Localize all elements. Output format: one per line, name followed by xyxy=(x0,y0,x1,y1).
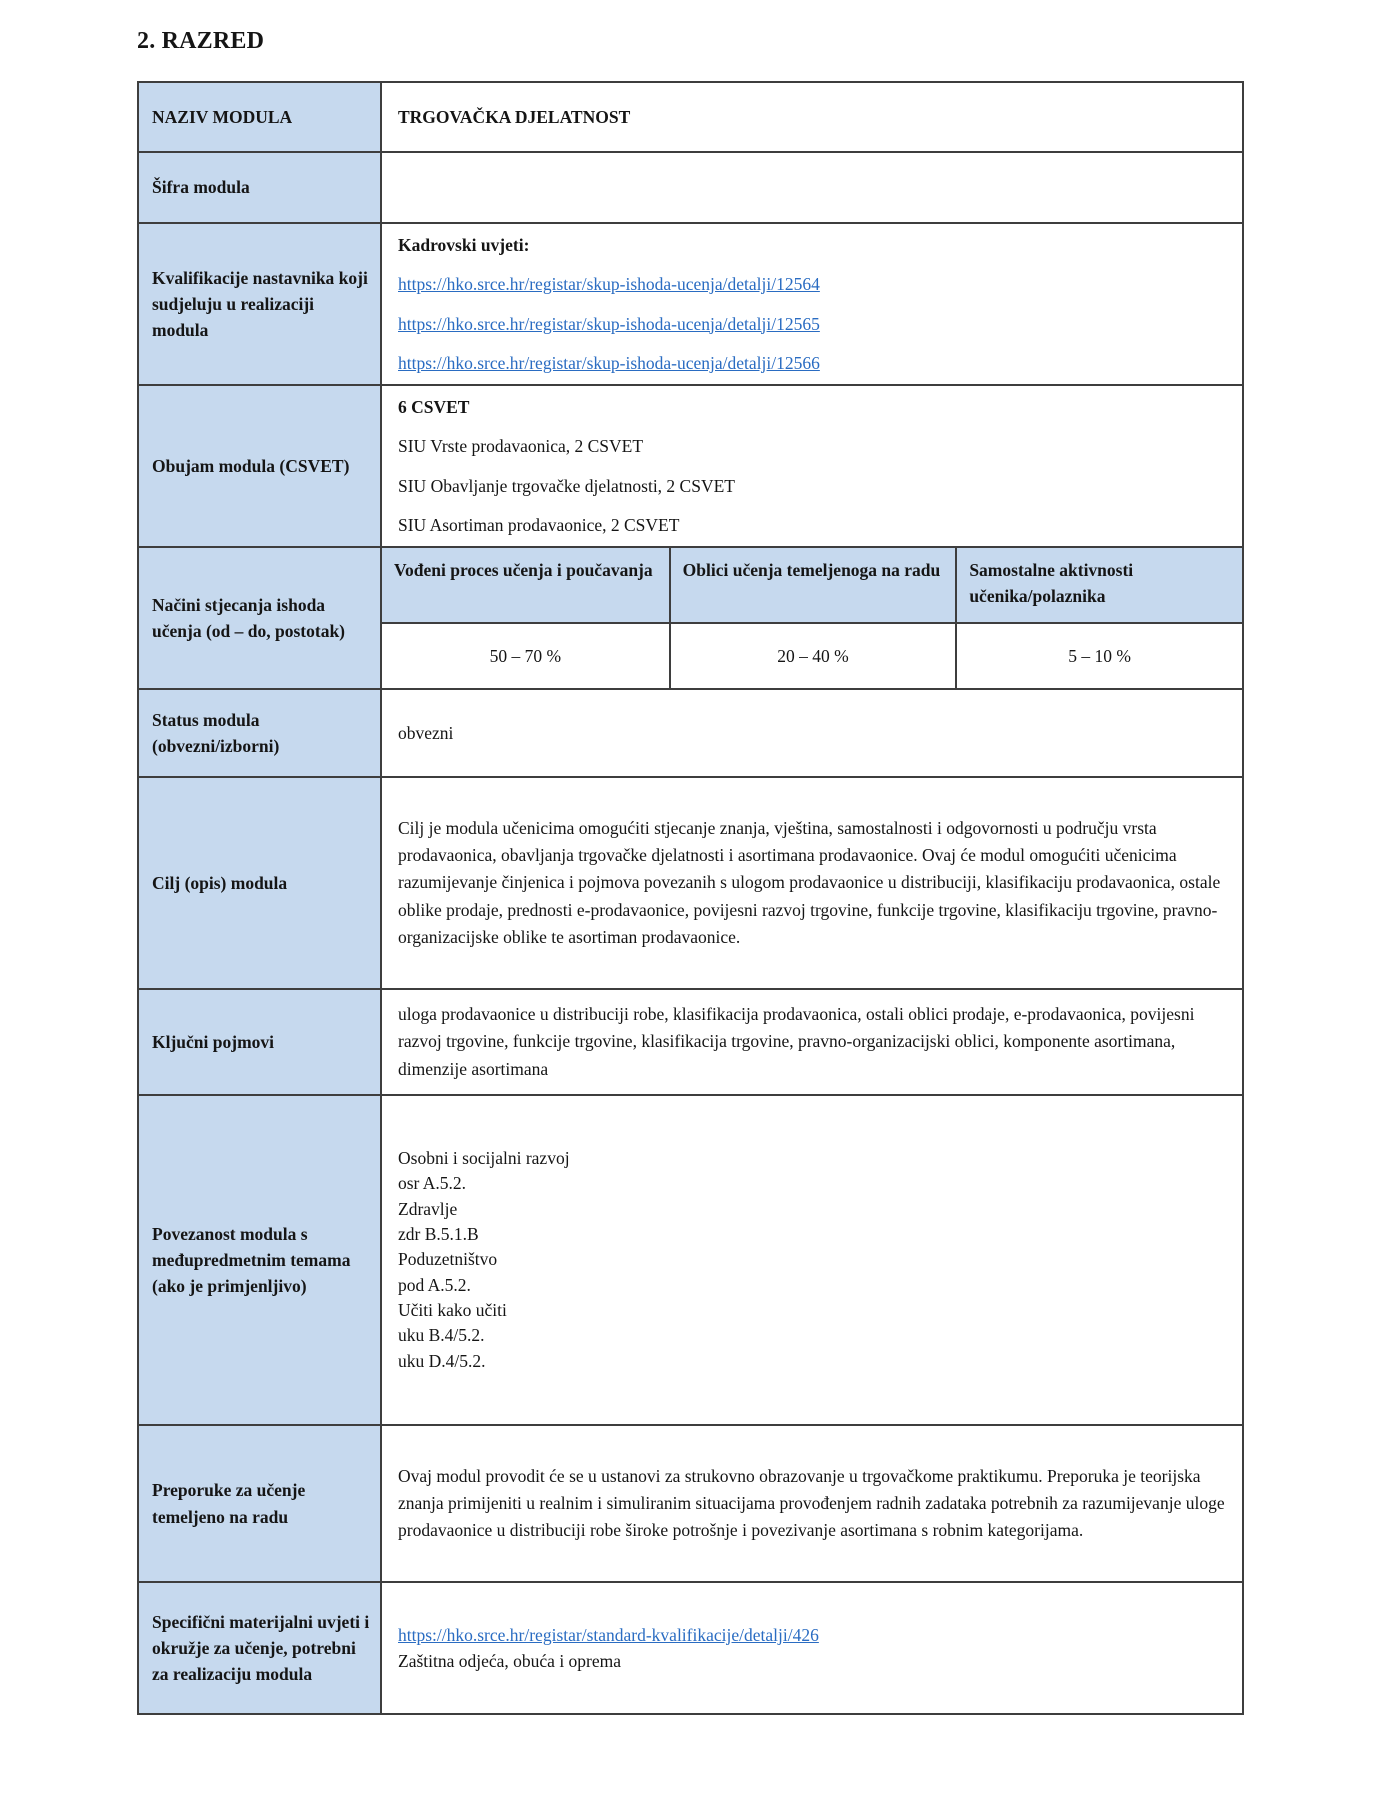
table-row xyxy=(138,152,1243,223)
table-row xyxy=(138,777,1243,989)
obujam-modula-cell xyxy=(381,385,1243,547)
row-label-status-modula: Status modula (obvezni/izborni) xyxy=(138,689,381,777)
table-row xyxy=(138,82,1243,152)
table-row xyxy=(138,223,1243,385)
siu-item: SIU Obavljanje trgovačke djelatnosti, 2 CSVET xyxy=(398,475,735,496)
cilj-text: Cilj je modula učenicima omogućiti stjecanje znanja, vještina, samostalnosti i odgovornosti u području vrsta prodavaonica, obavljanja trgovačke djelatnosti i asortimana prodavaonice. Ovaj će modul omogućiti učenicima razumijevanje činjenica i pojmova povezanih s ulogom prodavaonice u distribuciji, klasifikaciju prodavaonica, ostale oblike prodaje, prednosti e-prodavaonice, povijesni razvoj trgovine, funkcije trgovine, klasifikaciju trgovine, pravno-organizacijske oblike te asortiman prodavaonice. xyxy=(398,818,1221,947)
siu-item: SIU Asortiman prodavaonice, 2 CSVET xyxy=(398,514,680,535)
row-label-specificni-uvjeti: Specifični materijalni uvjeti i okružje za učenje, potrebni za realizaciju modula xyxy=(138,1582,381,1714)
preporuke-cell xyxy=(381,1425,1243,1582)
siu-item: SIU Vrste prodavaonica, 2 CSVET xyxy=(398,436,644,457)
subtable-header-oblici-ucenja: Oblici učenja temeljenoga na radu xyxy=(669,548,956,624)
tema-item: Zdravlje xyxy=(398,1198,458,1219)
link-skup-ishoda-12564[interactable]: https://hko.srce.hr/registar/skup-ishoda-ucenja/detalji/12564 xyxy=(398,274,820,295)
kadrovski-uvjeti-heading: Kadrovski uvjeti: xyxy=(398,235,530,255)
tema-item: zdr B.5.1.B xyxy=(398,1223,479,1244)
tema-item: Poduzetništvo xyxy=(398,1249,498,1270)
table-row xyxy=(138,1425,1243,1582)
povezanost-modula-cell xyxy=(381,1095,1243,1425)
subtable-header-vodeni-proces: Vođeni proces učenja i poučavanja xyxy=(382,548,669,624)
table-row xyxy=(138,689,1243,777)
module-name: TRGOVAČKA DJELATNOST xyxy=(398,106,631,127)
table-row xyxy=(138,1582,1243,1714)
status-modula-cell xyxy=(381,689,1243,777)
row-label-preporuke: Preporuke za učenje temeljeno na radu xyxy=(138,1425,381,1582)
kljucni-pojmovi-cell xyxy=(381,989,1243,1095)
row-label-kljucni-pojmovi: Ključni pojmovi xyxy=(138,989,381,1095)
tema-item: pod A.5.2. xyxy=(398,1274,471,1295)
naziv-modula-cell xyxy=(381,82,1243,152)
zastitna-oprema-text: Zaštitna odjeća, obuća i oprema xyxy=(398,1651,622,1671)
percentage-oblici-ucenja: 20 – 40 % xyxy=(669,624,956,688)
subtable-header-samostalne-aktivnosti: Samostalne aktivnosti učenika/polaznika xyxy=(955,548,1242,624)
row-label-nacini-stjecanja: Načini stjecanja ishoda učenja (od – do, postotak) xyxy=(138,547,381,689)
table-row xyxy=(138,989,1243,1095)
module-table xyxy=(137,81,1244,1715)
tema-item: Učiti kako učiti xyxy=(398,1300,507,1321)
link-standard-kvalifikacije-426[interactable]: https://hko.srce.hr/registar/standard-kvalifikacije/detalji/426 xyxy=(398,1624,819,1645)
row-label-obujam-modula: Obujam modula (CSVET) xyxy=(138,385,381,547)
link-skup-ishoda-12565[interactable]: https://hko.srce.hr/registar/skup-ishoda-ucenja/detalji/12565 xyxy=(398,313,820,334)
kljucni-pojmovi-text: uloga prodavaonice u distribuciji robe, klasifikacija prodavaonica, ostali oblici prodaje, e-prodavaonica, povijesni razvoj trgovine, funkcije trgovine, klasifikacija trgovine, pravno-organizacijski oblici, komponente asortimana, dimenzije asortimana xyxy=(398,1004,1195,1079)
table-row xyxy=(138,385,1243,547)
table-row xyxy=(138,547,1243,689)
row-label-povezanost-modula: Povezanost modula s međupredmetnim temama (ako je primjenljivo) xyxy=(138,1095,381,1425)
specificni-uvjeti-cell xyxy=(381,1582,1243,1714)
cilj-modula-cell xyxy=(381,777,1243,989)
row-label-cilj-modula: Cilj (opis) modula xyxy=(138,777,381,989)
tema-item: osr A.5.2. xyxy=(398,1173,467,1194)
percentage-samostalne-aktivnosti: 5 – 10 % xyxy=(955,624,1242,688)
row-label-naziv-modula: NAZIV MODULA xyxy=(138,82,381,152)
preporuke-text: Ovaj modul provodit će se u ustanovi za strukovno obrazovanje u trgovačkome praktikumu. Preporuka je teorijska znanja primijeniti u realnim i simuliranim situacijama provođenjem radnih zadataka potrebnih za razumijevanje uloge prodavaonice u distribuciji robe široke potrošnje i povezivanje asortimana s robnim kategorijama. xyxy=(398,1465,1225,1541)
link-skup-ishoda-12566[interactable]: https://hko.srce.hr/registar/skup-ishoda-ucenja/detalji/12566 xyxy=(398,352,820,373)
tema-item: uku B.4/5.2. xyxy=(398,1325,485,1346)
row-label-sifra-modula: Šifra modula xyxy=(138,152,381,223)
kvalifikacije-cell xyxy=(381,223,1243,385)
tema-item: uku D.4/5.2. xyxy=(398,1350,486,1371)
sifra-modula-cell xyxy=(381,152,1243,223)
nacini-subtable xyxy=(382,548,1242,688)
tema-item: Osobni i socijalni razvoj xyxy=(398,1147,570,1168)
page-title: 2. RAZRED xyxy=(137,28,265,54)
nacini-stjecanja-cell xyxy=(381,547,1243,689)
csvet-total: 6 CSVET xyxy=(398,397,470,417)
status-value: obvezni xyxy=(398,722,454,743)
table-row xyxy=(138,1095,1243,1425)
row-label-kvalifikacije: Kvalifikacije nastavnika koji sudjeluju u realizaciji modula xyxy=(138,223,381,385)
percentage-vodeni-proces: 50 – 70 % xyxy=(489,645,562,666)
